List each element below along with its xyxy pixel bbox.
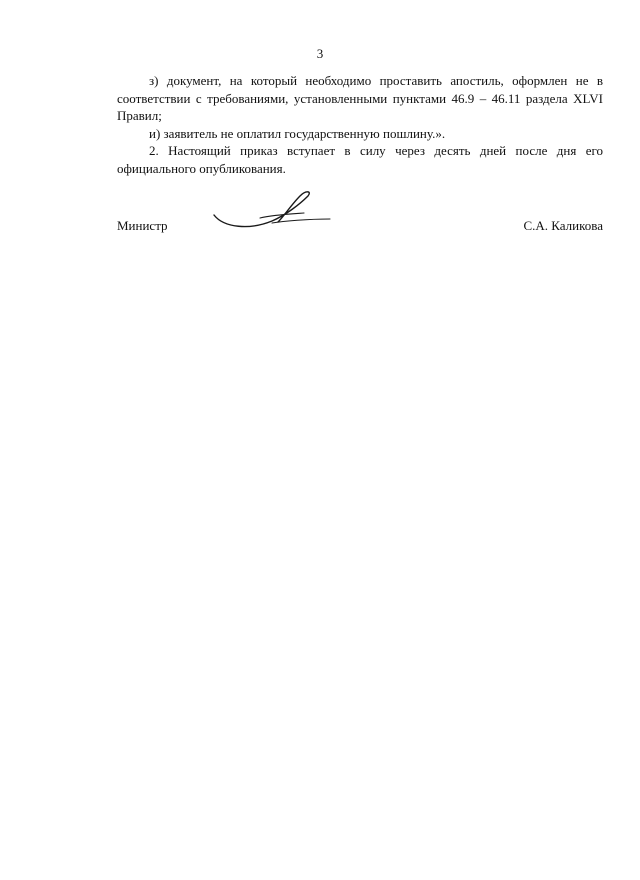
- signatory-name: С.А. Каликова: [523, 218, 603, 233]
- page-number: 3: [316, 46, 324, 61]
- handwritten-signature-icon: [212, 188, 342, 238]
- paragraph-item-i: и) заявитель не оплатил государственную пошлину.».: [149, 125, 446, 141]
- paragraph-item-z: з) документ, на который необходимо проставить апостиль, оформлен не в соответствии с требованиями, установленными пунктами 46.9 – 46.11 раздела XLVI Правил;: [117, 73, 603, 123]
- paragraph-point-2: 2. Настоящий приказ вступает в силу через десять дней после дня его официального опубликования.: [117, 143, 603, 176]
- signature-block: [117, 188, 603, 238]
- document-body: [117, 72, 603, 177]
- signatory-title: Министр: [117, 218, 168, 233]
